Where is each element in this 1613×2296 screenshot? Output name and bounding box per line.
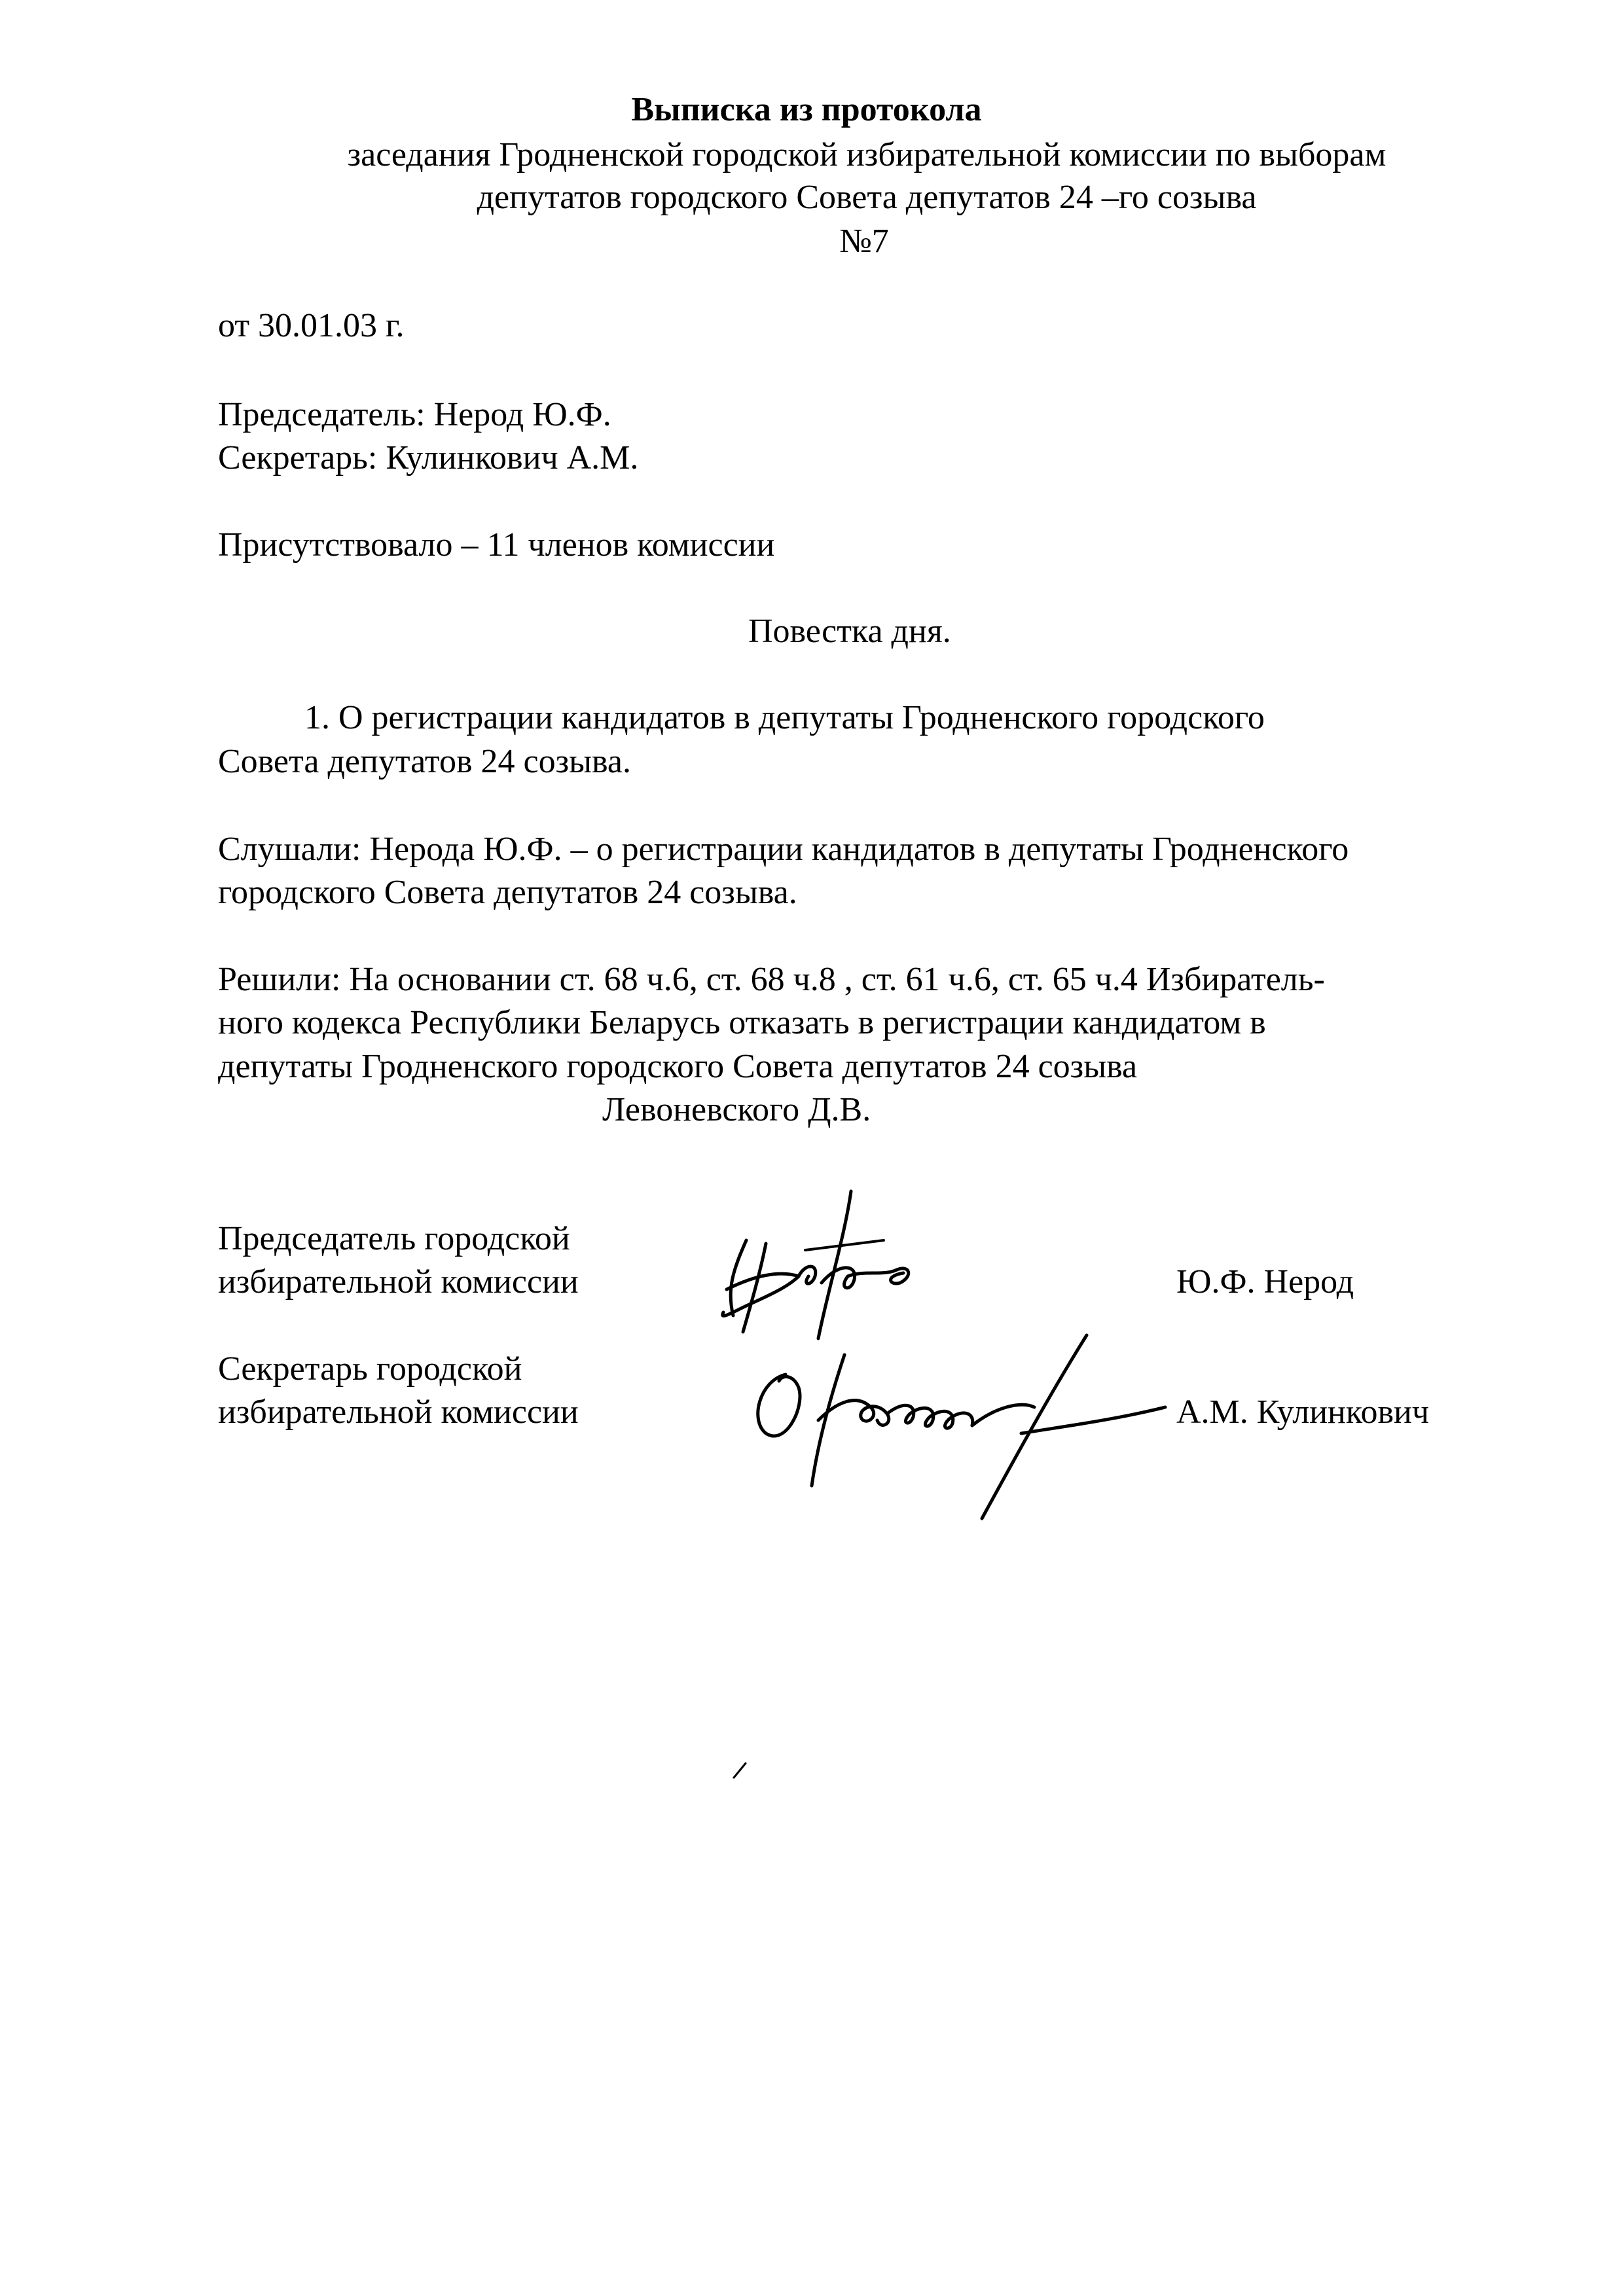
secretary-title-line-1: Секретарь городской bbox=[218, 1350, 522, 1388]
secretary-signature-image bbox=[746, 1329, 1172, 1525]
document-title: Выписка из протокола bbox=[631, 91, 982, 128]
heard-line-2: городского Совета депутатов 24 созыва. bbox=[218, 874, 797, 911]
secretary-name: А.М. Кулинкович bbox=[1176, 1393, 1430, 1431]
header-line-2: депутатов городского Совета депутатов 24 –го созыва bbox=[477, 179, 1257, 216]
chair-title-line-2: избирательной комиссии bbox=[218, 1263, 579, 1300]
agenda-title: Повестка дня. bbox=[748, 613, 951, 650]
protocol-date: от 30.01.03 г. bbox=[218, 307, 405, 344]
attendance-line: Присутствовало – 11 членов комиссии bbox=[218, 526, 775, 564]
chair-signature-image bbox=[687, 1178, 949, 1348]
agenda-item-1-line-2: Совета депутатов 24 созыва. bbox=[218, 743, 632, 780]
decided-line-1: Решили: На основании ст. 68 ч.6, ст. 68 ч.8 , ст. 61 ч.6, ст. 65 ч.4 Избиратель- bbox=[218, 961, 1325, 998]
agenda-item-1-line-1: 1. О регистрации кандидатов в депутаты Гродненского городского bbox=[304, 699, 1265, 736]
chair-name: Ю.Ф. Нерод bbox=[1176, 1263, 1354, 1300]
heard-line-1: Слушали: Нерода Ю.Ф. – о регистрации кандидатов в депутаты Гродненского bbox=[218, 831, 1349, 868]
protocol-number: №7 bbox=[839, 223, 889, 260]
decided-line-3: депутаты Гродненского городского Совета депутатов 24 созыва bbox=[218, 1048, 1138, 1085]
decided-line-4: Левоневского Д.В. bbox=[602, 1091, 871, 1128]
secretary-line: Секретарь: Кулинкович А.М. bbox=[218, 439, 639, 476]
chair-title-line-1: Председатель городской bbox=[218, 1220, 570, 1257]
secretary-title-line-2: избирательной комиссии bbox=[218, 1393, 579, 1431]
header-line-1: заседания Гродненской городской избирательной комиссии по выборам bbox=[347, 136, 1386, 173]
chair-line: Председатель: Нерод Ю.Ф. bbox=[218, 396, 611, 433]
decided-line-2: ного кодекса Республики Беларусь отказать в регистрации кандидатом в bbox=[218, 1004, 1266, 1041]
stray-mark bbox=[730, 1761, 750, 1780]
